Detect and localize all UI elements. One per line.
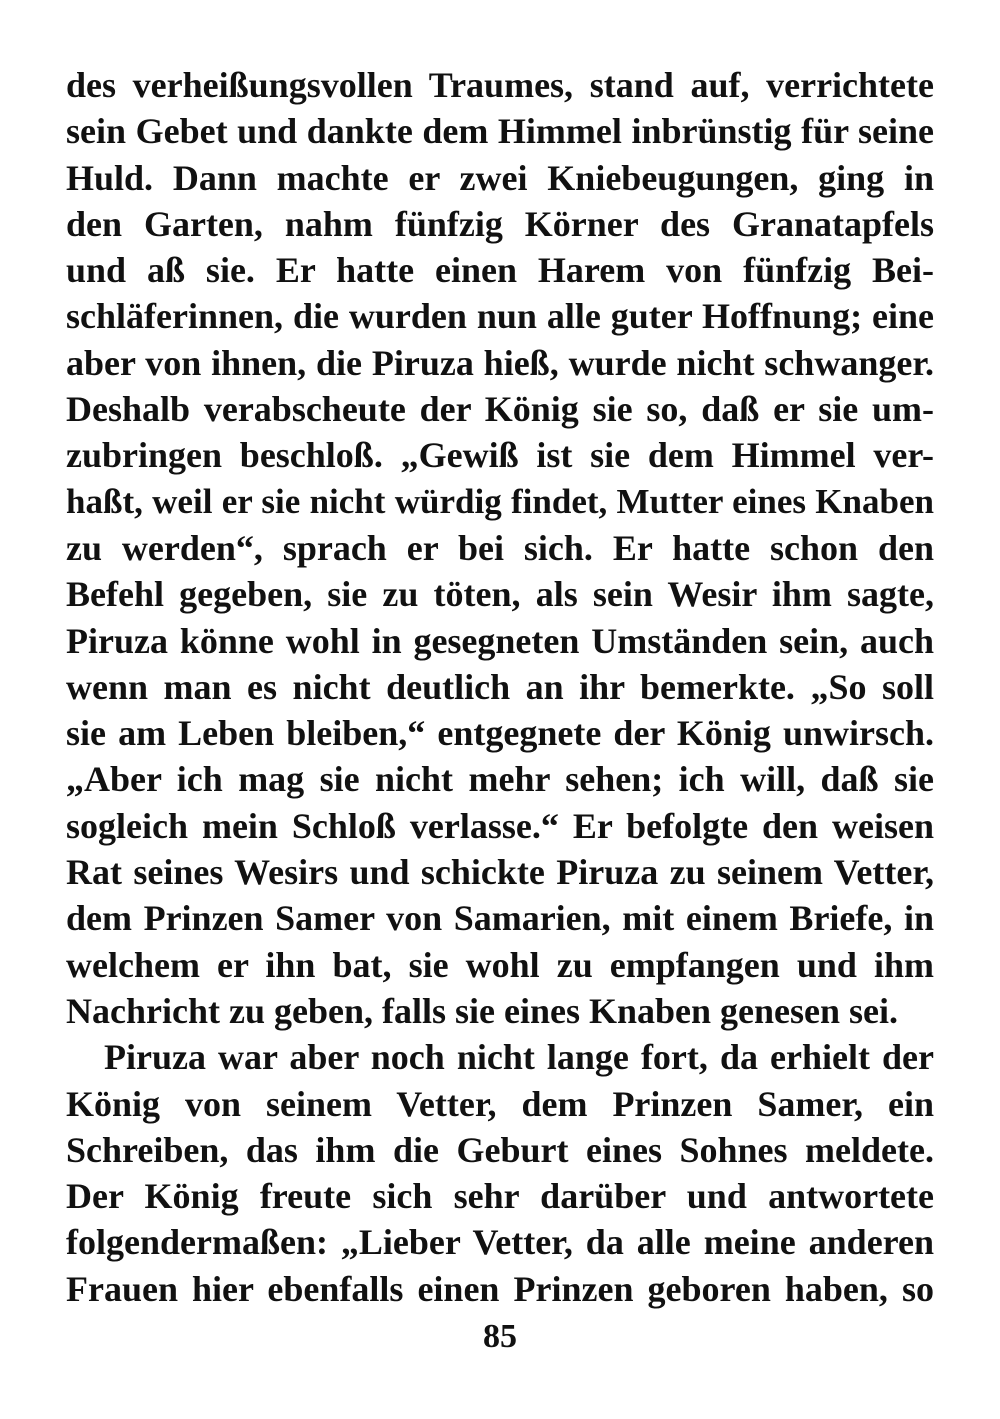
text-line: wenn man es nicht deutlich an ihr bemerkte. „So soll [66, 666, 934, 707]
text-line: sein Gebet und dankte dem Himmel inbrünstig für seine [66, 111, 934, 152]
text-line: „Aber ich mag sie nicht mehr sehen; ich will, daß sie [66, 759, 934, 800]
text-line: Piruza könne wohl in gesegneten Umständen sein, auch [66, 620, 934, 661]
text-line: dem Prinzen Samer von Samarien, mit einem Briefe, in [66, 898, 934, 939]
body-text [66, 62, 934, 1312]
text-line: folgendermaßen: „Lieber Vetter, da alle meine anderen [66, 1222, 934, 1263]
text-line: König von seinem Vetter, dem Prinzen Samer, ein [66, 1083, 934, 1124]
text-line: aber von ihnen, die Piruza hieß, wurde nicht schwanger. [66, 342, 934, 383]
text-line: zubringen beschloß. „Gewiß ist sie dem Himmel ver- [66, 435, 934, 476]
text-line: schläferinnen, die wurden nun alle guter Hoffnung; eine [66, 296, 934, 337]
text-line: des verheißungsvollen Traumes, stand auf, verrichtete [66, 65, 934, 105]
text-line: Befehl gegeben, sie zu töten, als sein Wesir ihm sagte, [66, 574, 934, 615]
text-line: sogleich mein Schloß verlasse.“ Er befolgte den weisen [66, 805, 934, 846]
paragraph-end-line: Nachricht zu geben, falls sie eines Knaben genesen sei. [66, 990, 898, 1031]
text-line: Frauen hier ebenfalls einen Prinzen geboren haben, so [66, 1268, 934, 1309]
text-line: und aß sie. Er hatte einen Harem von fünfzig Bei- [66, 250, 934, 291]
text-line: Rat seines Wesirs und schickte Piruza zu seinem Vetter, [66, 852, 934, 893]
paragraph-start-line: Piruza war aber noch nicht lange fort, da erhielt der [104, 1037, 934, 1078]
text-line: Schreiben, das ihm die Geburt eines Sohnes meldete. [66, 1129, 934, 1170]
text-line: sie am Leben bleiben,“ entgegnete der König unwirsch. [66, 713, 934, 754]
text-line: zu werden“, sprach er bei sich. Er hatte schon den [66, 527, 934, 568]
text-line: Der König freute sich sehr darüber und antwortete [66, 1176, 934, 1217]
text-line: Huld. Dann machte er zwei Kniebeugungen, ging in [66, 157, 934, 198]
text-line: haßt, weil er sie nicht würdig findet, Mutter eines Knaben [66, 481, 934, 521]
text-line: den Garten, nahm fünfzig Körner des Granatapfels [66, 203, 934, 244]
text-line: Deshalb verabscheute der König sie so, daß er sie um- [66, 389, 934, 430]
page-number: 85 [483, 1318, 517, 1355]
text-line: welchem er ihn bat, sie wohl zu empfangen und ihm [66, 944, 934, 985]
